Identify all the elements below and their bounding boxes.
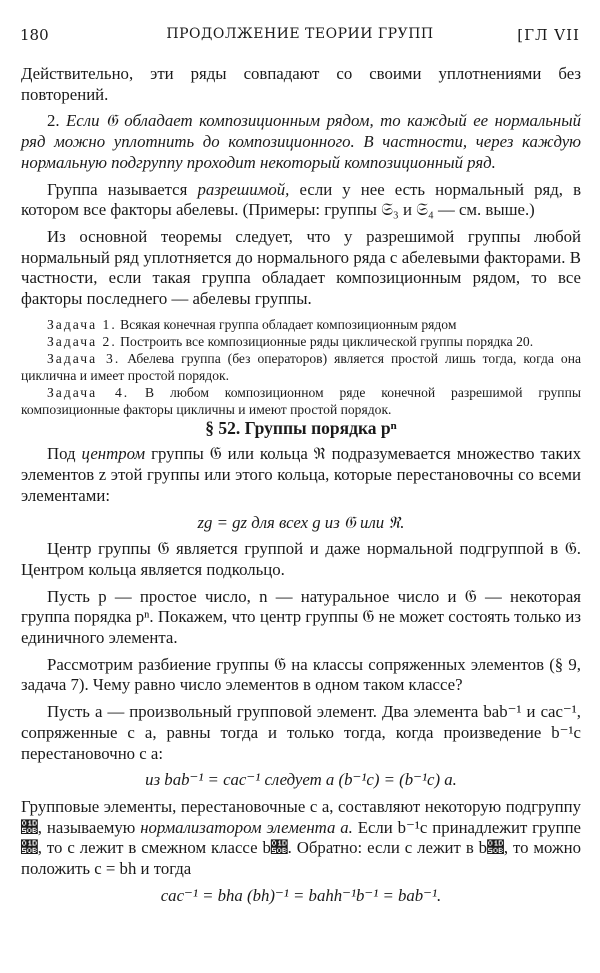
- task-label: Задача 1.: [47, 316, 117, 332]
- term-solvable: разрешимой,: [197, 179, 290, 199]
- paragraph-2: [21, 111, 581, 173]
- task-text: В любом композиционном ряде конечной разрешимой группы композиционные факторы цикличны и имеют простой порядок.: [21, 384, 581, 417]
- task-list: [21, 316, 581, 418]
- section-paragraph-4: Рассмотрим разбиение группы 𝔊 на классы сопряженных элементов (§ 9, задача 7). Чему равно число элементов в одном таком классе?: [21, 654, 581, 695]
- task-text: Всякая конечная группа обладает композиционным рядом: [120, 316, 457, 332]
- paragraph-3-end: если у нее есть нормальный ряд, в котором все факторы абелевы. (Примеры: группы 𝔖₃ и 𝔖₄ — см. выше.): [21, 179, 581, 220]
- paragraph-2-number: 2.: [47, 111, 60, 131]
- running-header: [20, 26, 580, 48]
- section-paragraph-5: Пусть a — произвольный групповой элемент. Два элемента bab⁻¹ и cac⁻¹, сопряженные с a, равны тогда и только тогда, когда произведение b⁻¹c перестановочно с a:: [21, 702, 581, 763]
- task-item: [21, 333, 581, 350]
- section-paragraph-2: Центр группы 𝔊 является группой и даже нормальной подгруппой в 𝔊. Центром кольца является подкольцо.: [21, 539, 581, 579]
- paragraph-2-statement: Если 𝔊 обладает композиционным рядом, то каждый ее нормальный ряд можно уплотнить до композиционного. В частности, через каждую нормальную подгруппу проходит некоторый композиционный ряд.: [21, 111, 581, 172]
- task-item: [21, 384, 581, 418]
- formula-coset: cac⁻¹ = bha (bh)⁻¹ = bahh⁻¹b⁻¹ = bab⁻¹.: [160, 885, 442, 905]
- paragraph-1: Действительно, эти ряды совпадают со своими уплотнениями без повторений.: [21, 64, 581, 104]
- task-item: [21, 350, 581, 384]
- page-number: 180: [20, 26, 49, 44]
- formula-center-definition: zg = gz для всех g из 𝔊 или ℜ.: [197, 512, 405, 532]
- paragraph-3-start: Группа называется: [47, 179, 188, 199]
- section-paragraph-1-start: Под: [47, 444, 76, 464]
- task-label: Задача 3.: [47, 350, 121, 366]
- page-body: [21, 64, 581, 913]
- term-normalizer: нормализатором элемента a.: [140, 817, 353, 837]
- section-title: § 52. Группы порядка pⁿ: [205, 417, 397, 438]
- paragraph-3: [21, 180, 581, 221]
- task-label: Задача 4.: [47, 384, 130, 400]
- task-item: [21, 316, 581, 333]
- section-paragraph-1-end: группы 𝔊 или кольца ℜ подразумевается множество таких элементов z этой группы или этого кольца, которые перестановочны со всеми элементами:: [21, 444, 581, 505]
- task-text: Построить все композиционные ряды циклической группы порядка 20.: [120, 333, 534, 349]
- paragraph-4: Из основной теоремы следует, что у разрешимой группы любой нормальный ряд уплотняется до нормального ряда с абелевыми факторами. В частности, если такая группа обладает композиционным рядом, то все факторы последнего — абелевы группы.: [21, 226, 581, 309]
- section-paragraph-3: Пусть p — простое число, n — натуральное число и 𝔊 — некоторая группа порядка pⁿ. Покажем, что центр группы 𝔊 не может состоять только из единичного элемента.: [21, 586, 581, 648]
- section-paragraph-6-start: Групповые элементы, перестановочные с a, составляют некоторую подгруппу 𝔋, называемую: [21, 796, 581, 837]
- chapter-label: [ГЛ VII: [517, 26, 580, 44]
- section-paragraph-1: [21, 444, 581, 506]
- section-paragraph-6: [21, 797, 581, 880]
- term-center: центром: [81, 444, 146, 464]
- task-text: Абелева группа (без операторов) является простой лишь тогда, когда она циклична и имеет простой порядок.: [21, 350, 581, 383]
- formula-conjugates: из bab⁻¹ = cac⁻¹ следует a (b⁻¹c) = (b⁻¹c) a.: [145, 770, 457, 790]
- running-title: ПРОДОЛЖЕНИЕ ТЕОРИИ ГРУПП: [166, 26, 434, 42]
- task-label: Задача 2.: [47, 333, 117, 349]
- section-paragraph-6-end: Если b⁻¹c принадлежит группе 𝔋, то c лежит в смежном классе b𝔋. Обратно: если c лежит в b𝔋, то можно положить c = bh и тогда: [21, 817, 581, 879]
